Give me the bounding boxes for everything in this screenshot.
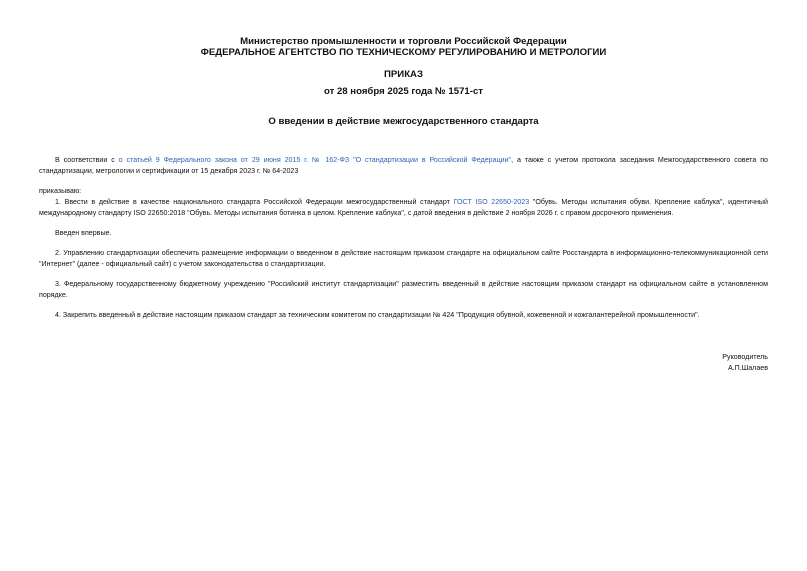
item-3-paragraph: 3. Федеральному государственному бюджетному учреждению "Российский институт стандартизации" разместить введенный в действие настоящим приказом стандарт на официальном сайте в установленном порядке. [39,280,768,300]
item-1-text-after: "Обувь. Методы испытания обуви. Крепление каблука", идентичный международному стандарту ISO 22650:2018 "Обувь. Методы испытания ботинка в целом. Крепление каблука", с датой введения в действие 2 ноября 2026 г. с правом досрочного применения. [39,198,768,218]
order-word: приказываю: [39,187,82,195]
signature-name: А.П.Шалаев [727,364,768,372]
gost-standard-link[interactable]: ГОСТ ISO 22650-2023 [453,198,530,206]
item-1-text-before: 1. Ввести в действие в качестве национального стандарта Российской Федерации межгосударственный стандарт [55,198,454,206]
document-date-number: от 28 ноября 2025 года № 1571-ст [323,86,483,97]
signature-position: Руководитель [722,353,768,361]
item-2-paragraph: 2. Управлению стандартизации обеспечить размещение информации о введенном в действие настоящим приказом стандарте на официальном сайте Росстандарта в информационно-телекоммуникационной сети "Интернет" (далее - официальный сайт) с учетом законодательства о стандартизации. [39,249,768,269]
item-4-paragraph: 4. Закрепить введенный в действие настоящим приказом стандарт за техническим комитетом по стандартизации № 424 "Продукция обувной, кожевенной и кожгалантерейной промышленности". [55,311,700,319]
item-1-paragraph [39,197,768,220]
federal-law-link[interactable]: о статьей 9 Федерального закона от 29 июня 2015 г. № 162-ФЗ "О стандартизации в Российской Федерации" [118,156,512,164]
introduced-note: Введен впервые. [55,229,112,237]
preamble-text-before: В соответствии с [55,156,119,164]
agency-heading: ФЕДЕРАЛЬНОЕ АГЕНТСТВО ПО ТЕХНИЧЕСКОМУ РЕГУЛИРОВАНИЮ И МЕТРОЛОГИИ [200,47,607,58]
preamble-paragraph [39,155,768,178]
document-title: О введении в действие межгосударственного стандарта [268,116,539,127]
ministry-heading: Министерство промышленности и торговли Российской Федерации [240,36,567,47]
preamble-text-after: , а также с учетом протокола заседания Межгосударственного совета по стандартизации, метрологии и сертификации от 15 декабря 2023 г. № 64-2023 [39,156,768,176]
document-type: ПРИКАЗ [384,69,423,80]
